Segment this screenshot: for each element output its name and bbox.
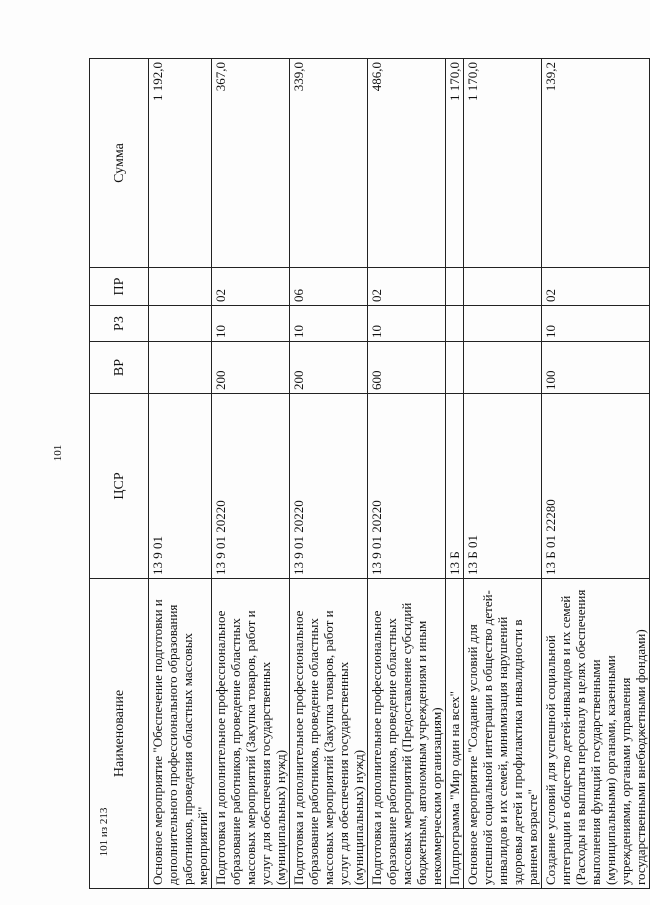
cell-csr: 13 Б 01: [464, 394, 542, 579]
table-row: [542, 59, 650, 889]
cell-sum: 1 170,0: [446, 59, 464, 268]
cell-csr: 13 9 01: [149, 394, 212, 579]
header-pr: ПР: [90, 268, 149, 306]
cell-rz: [149, 306, 212, 342]
cell-pr: 02: [212, 268, 290, 306]
cell-sum: 139,2: [542, 59, 650, 268]
table-row: [290, 59, 368, 889]
cell-vr: [464, 342, 542, 394]
page-footer: 101 из 213: [98, 807, 110, 857]
cell-name: Создание условий для успешной социальной интеграции в общество детей-инвалидов и их семей (Расходы на выплаты персоналу в целях обеспечения выполнения функций государственными (муниципальными) органами, казенными учреждениями, органами управления государственными внебюджетными фондами): [542, 579, 650, 889]
cell-rz: 10: [290, 306, 368, 342]
cell-sum: 339,0: [290, 59, 368, 268]
table-row: [149, 59, 212, 889]
cell-vr: [446, 342, 464, 394]
cell-sum: 1 170,0: [464, 59, 542, 268]
cell-rz: 10: [212, 306, 290, 342]
cell-vr: 100: [542, 342, 650, 394]
cell-vr: [149, 342, 212, 394]
cell-csr: 13 9 01 20220: [290, 394, 368, 579]
cell-name: Подпрограмма "Мир один на всех": [446, 579, 464, 889]
cell-name: Подготовка и дополнительное профессиональное образование работников, проведение областных массовых мероприятий (Закупка товаров, работ и услуг для обеспечения государственных (муниципальных) нужд): [212, 579, 290, 889]
header-rz: РЗ: [90, 306, 149, 342]
table-row: [464, 59, 542, 889]
table-row: [212, 59, 290, 889]
cell-pr: 02: [542, 268, 650, 306]
cell-pr: [149, 268, 212, 306]
cell-rz: 10: [368, 306, 446, 342]
cell-csr: 13 Б 01 22280: [542, 394, 650, 579]
header-sum: Сумма: [90, 59, 149, 268]
page-number: 101: [52, 444, 64, 462]
budget-table: [89, 58, 650, 889]
rotated-table-wrapper: [89, 59, 647, 889]
cell-rz: [446, 306, 464, 342]
cell-pr: [464, 268, 542, 306]
cell-csr: 13 Б: [446, 394, 464, 579]
cell-vr: 600: [368, 342, 446, 394]
cell-sum: 486,0: [368, 59, 446, 268]
cell-pr: 06: [290, 268, 368, 306]
cell-csr: 13 9 01 20220: [368, 394, 446, 579]
cell-vr: 200: [290, 342, 368, 394]
header-vr: ВР: [90, 342, 149, 394]
table-header-row: [90, 59, 149, 889]
cell-rz: 10: [542, 306, 650, 342]
cell-name: Подготовка и дополнительное профессиональное образование работников, проведение областных массовых мероприятий (Закупка товаров, работ и услуг для обеспечения государственных (муниципальных) нужд): [290, 579, 368, 889]
cell-sum: 367,0: [212, 59, 290, 268]
cell-sum: 1 192,0: [149, 59, 212, 268]
table-row: [446, 59, 464, 889]
header-csr: ЦСР: [90, 394, 149, 579]
cell-rz: [464, 306, 542, 342]
header-name: Наименование: [90, 579, 149, 889]
cell-csr: 13 9 01 20220: [212, 394, 290, 579]
cell-vr: 200: [212, 342, 290, 394]
cell-name: Основное мероприятие "Обеспечение подготовки и дополнительного профессионального образования работников, проведения областных массовых мероприятий": [149, 579, 212, 889]
cell-name: Подготовка и дополнительное профессиональное образование работников, проведение областных массовых мероприятий (Предоставление субсидий бюджетным, автономным учреждениям и иным некоммерческим организациям): [368, 579, 446, 889]
cell-pr: 02: [368, 268, 446, 306]
cell-pr: [446, 268, 464, 306]
table-row: [368, 59, 446, 889]
cell-name: Основное мероприятие "Создание условий для успешной социальной интеграции в общество детей-инвалидов и их семей, минимизация нарушений здоровья детей и профилактика инвалидности в раннем возрасте": [464, 579, 542, 889]
